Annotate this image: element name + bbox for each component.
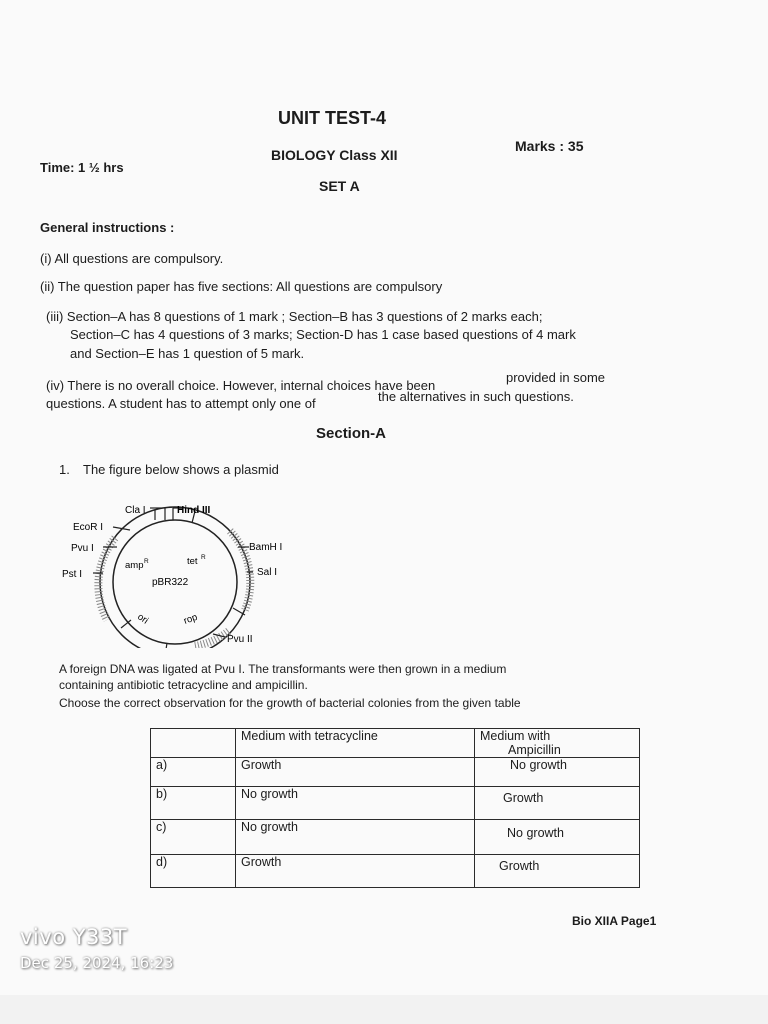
table-header-row — [151, 729, 640, 758]
table-header-cell: Medium with tetracycline — [236, 729, 475, 758]
site-label: Sal I — [257, 567, 278, 578]
table-row — [151, 787, 640, 820]
ampicillin-cell: Growth — [475, 787, 640, 820]
ori-label: ori — [135, 611, 151, 627]
instruction-item: the alternatives in such questions. — [378, 389, 574, 404]
instruction-item: (iv) There is no overall choice. However, internal choices have been — [46, 378, 436, 393]
instructions-heading: General instructions : — [40, 220, 175, 235]
plasmid-name: pBR322 — [152, 577, 189, 588]
instruction-item: Section–C has 4 questions of 3 marks; Section-D has 1 case based questions of 4 mark — [70, 327, 576, 342]
subject-label: BIOLOGY Class XII — [271, 147, 398, 163]
option-label: a) — [151, 758, 236, 787]
option-label: b) — [151, 787, 236, 820]
option-label: c) — [151, 820, 236, 855]
ampicillin-cell: No growth — [475, 820, 640, 855]
table-row — [151, 758, 640, 787]
plasmid-diagram — [55, 500, 295, 648]
ampicillin-cell: No growth — [475, 758, 640, 787]
instruction-item: and Section–E has 1 question of 5 mark. — [70, 346, 305, 361]
instruction-item: (iii) Section–A has 8 questions of 1 mark ; Section–B has 3 questions of 2 marks each; — [46, 309, 543, 324]
amp-gene-superscript: R — [144, 558, 149, 565]
question-body-line: containing antibiotic tetracycline and ampicillin. — [59, 678, 308, 692]
option-label: d) — [151, 855, 236, 888]
table-header-cell — [151, 729, 236, 758]
site-label: Cla I — [125, 505, 146, 516]
rop-label: rop — [182, 611, 199, 627]
amp-gene-label: amp — [125, 560, 144, 571]
site-label: Pvu I — [71, 543, 94, 554]
instruction-item: (i) All questions are compulsory. — [40, 251, 224, 266]
ampicillin-cell: Growth — [475, 855, 640, 888]
site-label: Pvu II — [227, 634, 253, 645]
site-label: EcoR I — [73, 522, 104, 533]
set-label: SET A — [319, 178, 360, 194]
table-row — [151, 820, 640, 855]
time-label: Time: 1 ½ hrs — [40, 160, 124, 175]
tet-gene-region — [230, 531, 250, 610]
question-text: The figure below shows a plasmid — [83, 462, 279, 477]
options-table — [150, 728, 640, 888]
tetracycline-cell: Growth — [236, 758, 475, 787]
table-header-cell — [475, 729, 640, 758]
camera-watermark-device: vivo Y33T — [20, 925, 128, 949]
table-header-line: Ampicillin — [508, 743, 561, 757]
section-heading: Section-A — [316, 425, 387, 442]
question-body-line: A foreign DNA was ligated at Pvu I. The transformants were then grown in a medium — [59, 662, 507, 676]
site-label: Pst I — [62, 569, 83, 580]
table-header-line: Medium with — [480, 729, 551, 743]
page-footer-label: Bio XIIA Page1 — [572, 914, 657, 928]
tetracycline-cell: Growth — [236, 855, 475, 888]
tet-gene-label: tet — [187, 556, 198, 567]
exam-title: UNIT TEST-4 — [278, 108, 387, 128]
site-label: Hind III — [177, 505, 211, 516]
tet-gene-superscript: R — [201, 554, 206, 561]
table-row — [151, 855, 640, 888]
page-bottom-margin — [0, 995, 768, 1024]
instruction-item: (ii) The question paper has five sections: All questions are compulsory — [40, 279, 443, 294]
question-number: 1. — [59, 462, 70, 477]
instruction-item: questions. A student has to attempt only one of — [46, 396, 316, 411]
camera-watermark-timestamp: Dec 25, 2024, 16:23 — [20, 954, 174, 972]
tetracycline-cell: No growth — [236, 787, 475, 820]
tetracycline-cell: No growth — [236, 820, 475, 855]
instruction-item: provided in some — [506, 370, 605, 385]
question-body-line: Choose the correct observation for the growth of bacterial colonies from the given table — [59, 696, 521, 710]
site-label: BamH I — [249, 542, 283, 553]
marks-label: Marks : 35 — [515, 138, 584, 154]
